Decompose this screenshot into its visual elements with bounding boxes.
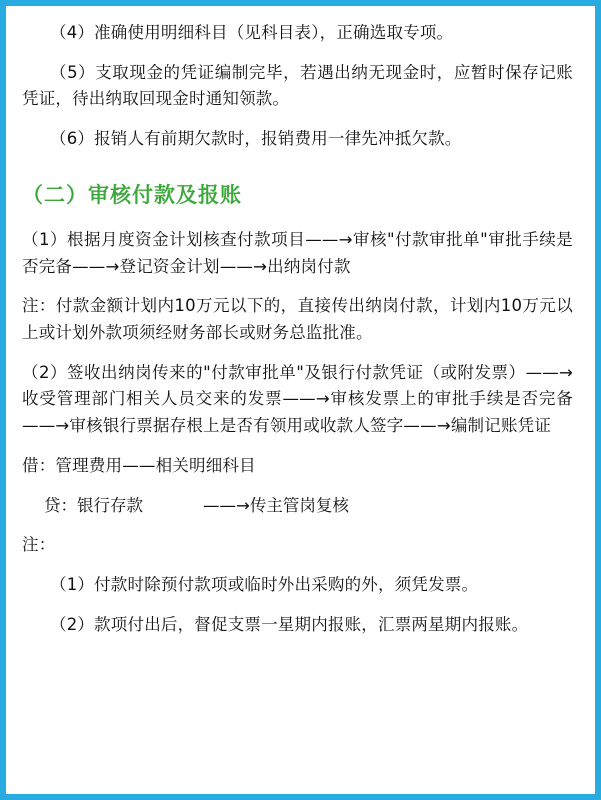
journal-entry-credit [22, 493, 573, 520]
journal-entry-credit-note: ——→传主管岗复核 [203, 495, 349, 515]
page-border-right [595, 0, 601, 800]
paragraph-item-4: （4）准确使用明细科目（见科目表），正确选取专项。 [50, 23, 454, 42]
section-heading: （二）审核付款及报账 [22, 182, 242, 207]
paragraph-payment-1: （1）根据月度资金计划核查付款项目——→审核"付款审批单"审批手续是否完备——→登记资金计划——→出纳岗付款 [22, 229, 573, 276]
journal-entry-debit: 借：管理费用——相关明细科目 [22, 455, 256, 475]
note-item-1: （1）付款时除预付款项或临时外出采购的外，须凭发票。 [50, 575, 479, 595]
paragraph-item-5: （5）支取现金的凭证编制完毕，若遇出纳无现金时，应暂时保存记账凭证，待出纳取回现金时通知领款。 [22, 62, 573, 109]
note-item-2: （2）款项付出后，督促支票一星期内报账，汇票两星期内报账。 [50, 614, 529, 634]
journal-entry-credit-label: 贷：银行存款 [44, 495, 143, 515]
page-border-bottom [0, 794, 601, 800]
paragraph-item-6: （6）报销人有前期欠款时，报销费用一律先冲抵欠款。 [50, 129, 462, 149]
paragraph-payment-2: （2）签收出纳岗传来的"付款审批单"及银行付款凭证（或附发票）——→收受管理部门相关人员交来的发票——→审核发票上的审批手续是否完备——→审核银行票据存根上是否有领用或收款人签字——→编制记账凭证 [22, 362, 573, 436]
notes-label: 注： [22, 535, 56, 555]
paragraph-payment-note-1: 注：付款金额计划内10万元以下的，直接传出纳岗付款，计划内10万元以上或计划外款项须经财务部长或财务总监批准。 [22, 296, 573, 343]
document-content [6, 6, 595, 794]
